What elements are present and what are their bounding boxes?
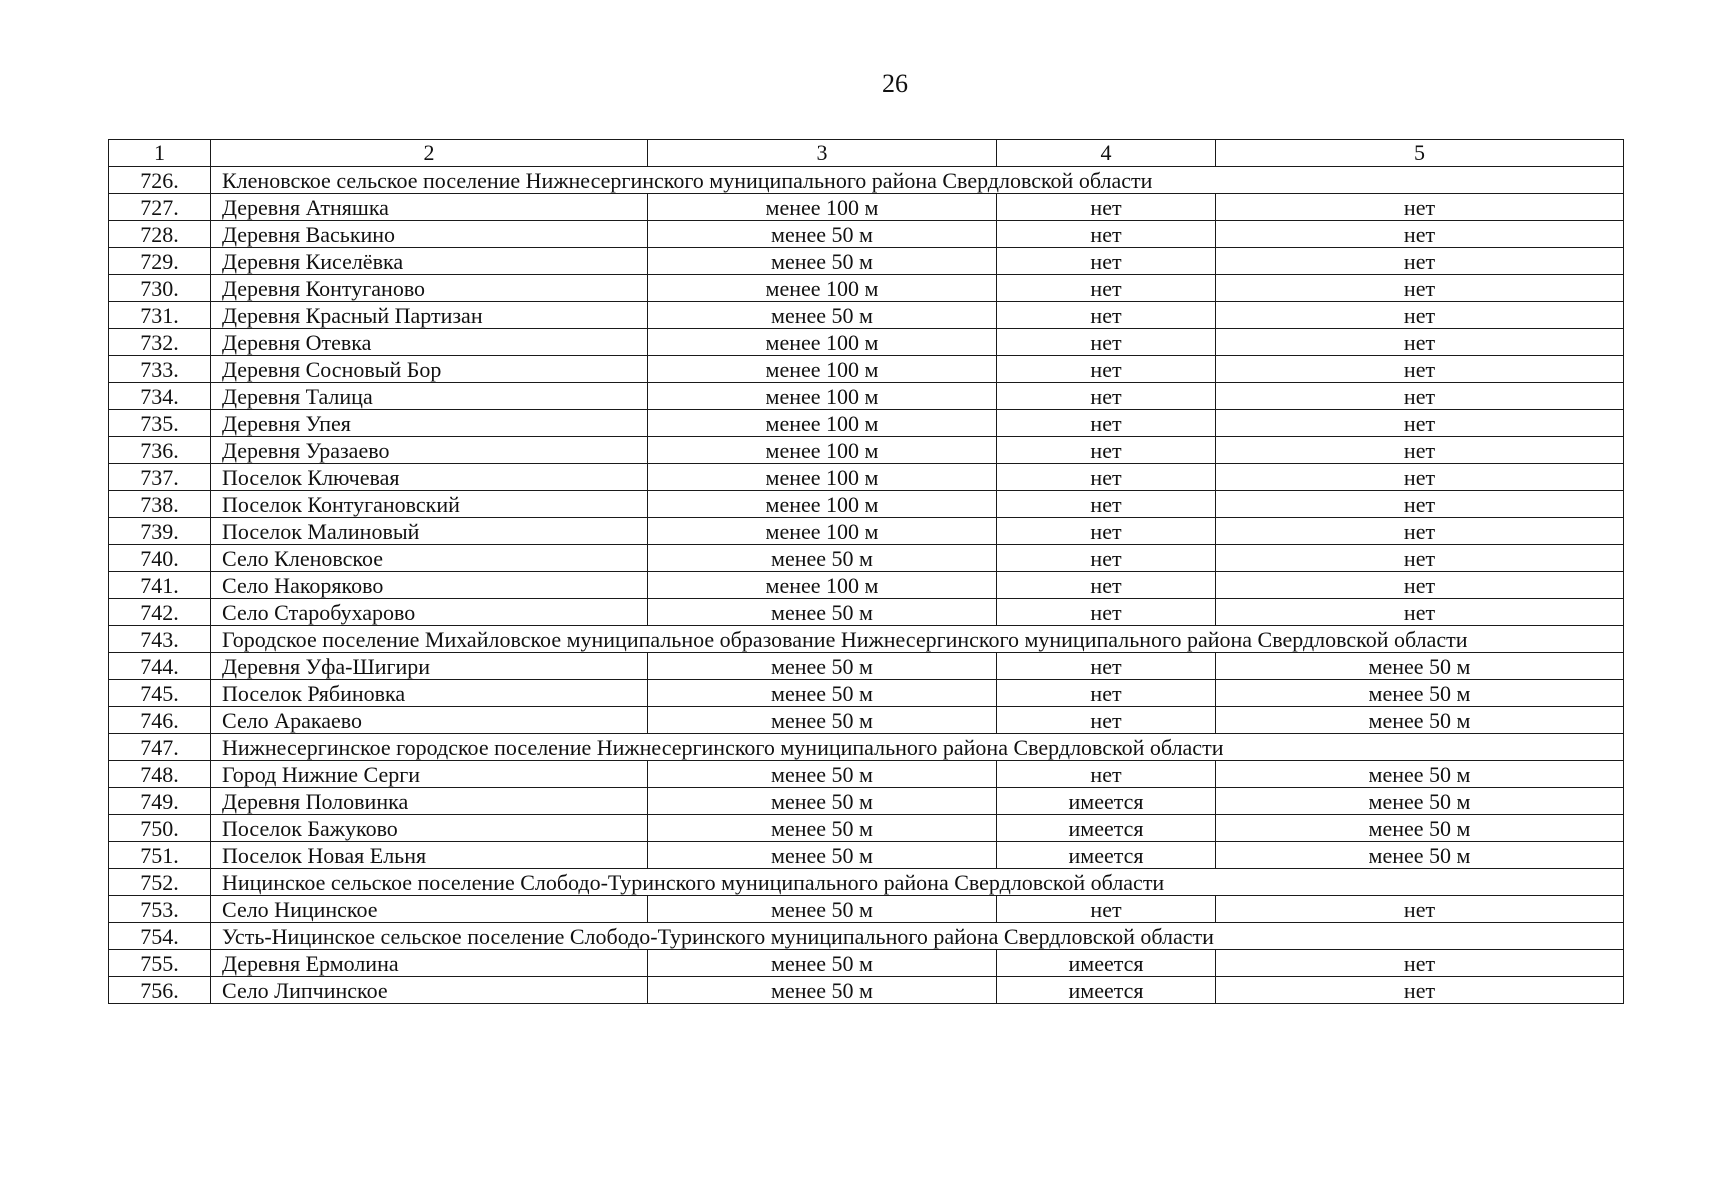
row-number: 756. — [109, 977, 211, 1004]
cell-col-4: имеется — [997, 950, 1216, 977]
cell-col-4: нет — [997, 572, 1216, 599]
group-title: Кленовское сельское поселение Нижнесергинского муниципального района Свердловской области — [211, 167, 1624, 194]
cell-col-4: нет — [997, 383, 1216, 410]
table-row — [109, 518, 1624, 545]
row-number: 730. — [109, 275, 211, 302]
cell-col-5: нет — [1216, 221, 1624, 248]
cell-col-4: нет — [997, 275, 1216, 302]
table-row — [109, 545, 1624, 572]
cell-col-3: менее 100 м — [648, 194, 997, 221]
cell-col-5: нет — [1216, 545, 1624, 572]
settlement-name: Поселок Контугановский — [211, 491, 648, 518]
cell-col-5: менее 50 м — [1216, 815, 1624, 842]
cell-col-4: имеется — [997, 788, 1216, 815]
row-number: 728. — [109, 221, 211, 248]
table-row — [109, 464, 1624, 491]
settlement-name: Деревня Контуганово — [211, 275, 648, 302]
row-number: 747. — [109, 734, 211, 761]
cell-col-5: нет — [1216, 383, 1624, 410]
group-row — [109, 923, 1624, 950]
group-row — [109, 167, 1624, 194]
cell-col-3: менее 50 м — [648, 221, 997, 248]
cell-col-3: менее 100 м — [648, 275, 997, 302]
header-col-3: 3 — [648, 140, 997, 167]
settlement-name: Деревня Сосновый Бор — [211, 356, 648, 383]
table-row — [109, 302, 1624, 329]
table-row — [109, 815, 1624, 842]
cell-col-5: нет — [1216, 950, 1624, 977]
settlement-name: Деревня Киселёвка — [211, 248, 648, 275]
cell-col-5: менее 50 м — [1216, 707, 1624, 734]
cell-col-4: нет — [997, 464, 1216, 491]
settlement-name: Деревня Отевка — [211, 329, 648, 356]
cell-col-5: менее 50 м — [1216, 842, 1624, 869]
settlement-name: Село Старобухарово — [211, 599, 648, 626]
row-number: 754. — [109, 923, 211, 950]
cell-col-5: менее 50 м — [1216, 761, 1624, 788]
settlement-name: Село Накоряково — [211, 572, 648, 599]
row-number: 727. — [109, 194, 211, 221]
row-number: 726. — [109, 167, 211, 194]
cell-col-3: менее 50 м — [648, 653, 997, 680]
settlement-name: Поселок Малиновый — [211, 518, 648, 545]
table-row — [109, 599, 1624, 626]
cell-col-5: нет — [1216, 356, 1624, 383]
settlement-name: Деревня Половинка — [211, 788, 648, 815]
cell-col-5: нет — [1216, 599, 1624, 626]
row-number: 746. — [109, 707, 211, 734]
cell-col-3: менее 50 м — [648, 680, 997, 707]
settlement-name: Город Нижние Серги — [211, 761, 648, 788]
table-row — [109, 653, 1624, 680]
table-row — [109, 977, 1624, 1004]
row-number: 732. — [109, 329, 211, 356]
header-col-5: 5 — [1216, 140, 1624, 167]
cell-col-5: нет — [1216, 977, 1624, 1004]
cell-col-4: нет — [997, 356, 1216, 383]
cell-col-4: имеется — [997, 815, 1216, 842]
cell-col-3: менее 50 м — [648, 248, 997, 275]
settlement-name: Поселок Рябиновка — [211, 680, 648, 707]
settlement-name: Деревня Васькино — [211, 221, 648, 248]
table-row — [109, 356, 1624, 383]
cell-col-5: нет — [1216, 194, 1624, 221]
table-row — [109, 248, 1624, 275]
table-row — [109, 707, 1624, 734]
row-number: 738. — [109, 491, 211, 518]
group-title: Усть-Ницинское сельское поселение Слободо-Туринского муниципального района Свердловской области — [211, 923, 1624, 950]
cell-col-3: менее 50 м — [648, 788, 997, 815]
cell-col-3: менее 100 м — [648, 356, 997, 383]
table-row — [109, 383, 1624, 410]
row-number: 750. — [109, 815, 211, 842]
row-number: 744. — [109, 653, 211, 680]
cell-col-4: нет — [997, 680, 1216, 707]
table-row — [109, 896, 1624, 923]
cell-col-3: менее 100 м — [648, 491, 997, 518]
cell-col-4: нет — [997, 761, 1216, 788]
row-number: 735. — [109, 410, 211, 437]
cell-col-3: менее 50 м — [648, 599, 997, 626]
header-col-1: 1 — [109, 140, 211, 167]
cell-col-5: нет — [1216, 437, 1624, 464]
cell-col-4: нет — [997, 707, 1216, 734]
settlement-name: Село Аракаево — [211, 707, 648, 734]
table-row — [109, 680, 1624, 707]
row-number: 751. — [109, 842, 211, 869]
page-number: 26 — [882, 69, 908, 98]
row-number: 734. — [109, 383, 211, 410]
cell-col-4: имеется — [997, 842, 1216, 869]
cell-col-5: нет — [1216, 491, 1624, 518]
table-row — [109, 761, 1624, 788]
table-header — [109, 140, 1624, 167]
cell-col-5: нет — [1216, 302, 1624, 329]
settlement-name: Деревня Атняшка — [211, 194, 648, 221]
cell-col-5: менее 50 м — [1216, 653, 1624, 680]
group-row — [109, 734, 1624, 761]
row-number: 729. — [109, 248, 211, 275]
row-number: 749. — [109, 788, 211, 815]
cell-col-5: нет — [1216, 329, 1624, 356]
row-number: 741. — [109, 572, 211, 599]
group-title: Городское поселение Михайловское муниципальное образование Нижнесергинского муниципального района Свердловской области — [211, 626, 1624, 653]
cell-col-4: нет — [997, 410, 1216, 437]
cell-col-3: менее 100 м — [648, 518, 997, 545]
settlement-name: Деревня Красный Партизан — [211, 302, 648, 329]
table-row — [109, 572, 1624, 599]
settlement-name: Поселок Новая Ельня — [211, 842, 648, 869]
settlement-name: Село Липчинское — [211, 977, 648, 1004]
cell-col-4: нет — [997, 545, 1216, 572]
cell-col-4: нет — [997, 302, 1216, 329]
settlement-name: Деревня Талица — [211, 383, 648, 410]
cell-col-4: нет — [997, 221, 1216, 248]
table-row — [109, 221, 1624, 248]
table-row — [109, 842, 1624, 869]
cell-col-3: менее 50 м — [648, 761, 997, 788]
cell-col-5: менее 50 м — [1216, 680, 1624, 707]
settlement-name: Деревня Уразаево — [211, 437, 648, 464]
cell-col-5: менее 50 м — [1216, 788, 1624, 815]
row-number: 742. — [109, 599, 211, 626]
cell-col-3: менее 50 м — [648, 707, 997, 734]
table-row — [109, 329, 1624, 356]
cell-col-5: нет — [1216, 572, 1624, 599]
row-number: 739. — [109, 518, 211, 545]
cell-col-3: менее 100 м — [648, 437, 997, 464]
cell-col-3: менее 50 м — [648, 842, 997, 869]
cell-col-4: нет — [997, 437, 1216, 464]
cell-col-4: нет — [997, 248, 1216, 275]
group-row — [109, 869, 1624, 896]
settlement-name: Деревня Упея — [211, 410, 648, 437]
group-title: Нижнесергинское городское поселение Нижнесергинского муниципального района Свердловской области — [211, 734, 1624, 761]
header-col-4: 4 — [997, 140, 1216, 167]
cell-col-3: менее 50 м — [648, 896, 997, 923]
cell-col-5: нет — [1216, 464, 1624, 491]
settlement-name: Поселок Ключевая — [211, 464, 648, 491]
cell-col-3: менее 50 м — [648, 815, 997, 842]
cell-col-3: менее 100 м — [648, 410, 997, 437]
settlement-name: Деревня Уфа-Шигири — [211, 653, 648, 680]
table-row — [109, 788, 1624, 815]
header-row — [109, 140, 1624, 167]
cell-col-3: менее 50 м — [648, 977, 997, 1004]
table-row — [109, 194, 1624, 221]
cell-col-3: менее 100 м — [648, 464, 997, 491]
table-row — [109, 950, 1624, 977]
settlement-name: Село Кленовское — [211, 545, 648, 572]
cell-col-5: нет — [1216, 410, 1624, 437]
cell-col-3: менее 100 м — [648, 572, 997, 599]
cell-col-3: менее 50 м — [648, 545, 997, 572]
row-number: 731. — [109, 302, 211, 329]
cell-col-5: нет — [1216, 248, 1624, 275]
cell-col-3: менее 50 м — [648, 950, 997, 977]
row-number: 743. — [109, 626, 211, 653]
cell-col-3: менее 50 м — [648, 302, 997, 329]
settlement-name: Деревня Ермолина — [211, 950, 648, 977]
table-row — [109, 491, 1624, 518]
cell-col-4: нет — [997, 518, 1216, 545]
cell-col-3: менее 100 м — [648, 383, 997, 410]
row-number: 737. — [109, 464, 211, 491]
row-number: 755. — [109, 950, 211, 977]
row-number: 733. — [109, 356, 211, 383]
cell-col-4: нет — [997, 329, 1216, 356]
header-col-2: 2 — [211, 140, 648, 167]
settlement-name: Село Ницинское — [211, 896, 648, 923]
row-number: 736. — [109, 437, 211, 464]
group-row — [109, 626, 1624, 653]
cell-col-4: нет — [997, 653, 1216, 680]
row-number: 752. — [109, 869, 211, 896]
cell-col-5: нет — [1216, 275, 1624, 302]
row-number: 740. — [109, 545, 211, 572]
cell-col-4: нет — [997, 599, 1216, 626]
settlement-name: Поселок Бажуково — [211, 815, 648, 842]
row-number: 745. — [109, 680, 211, 707]
table-body — [109, 167, 1624, 1004]
cell-col-4: имеется — [997, 977, 1216, 1004]
group-title: Ницинское сельское поселение Слободо-Туринского муниципального района Свердловской области — [211, 869, 1624, 896]
table-row — [109, 410, 1624, 437]
cell-col-4: нет — [997, 194, 1216, 221]
cell-col-3: менее 100 м — [648, 329, 997, 356]
settlements-table — [108, 139, 1624, 1004]
cell-col-4: нет — [997, 896, 1216, 923]
row-number: 753. — [109, 896, 211, 923]
cell-col-5: нет — [1216, 896, 1624, 923]
cell-col-5: нет — [1216, 518, 1624, 545]
table-row — [109, 275, 1624, 302]
table-row — [109, 437, 1624, 464]
cell-col-4: нет — [997, 491, 1216, 518]
row-number: 748. — [109, 761, 211, 788]
